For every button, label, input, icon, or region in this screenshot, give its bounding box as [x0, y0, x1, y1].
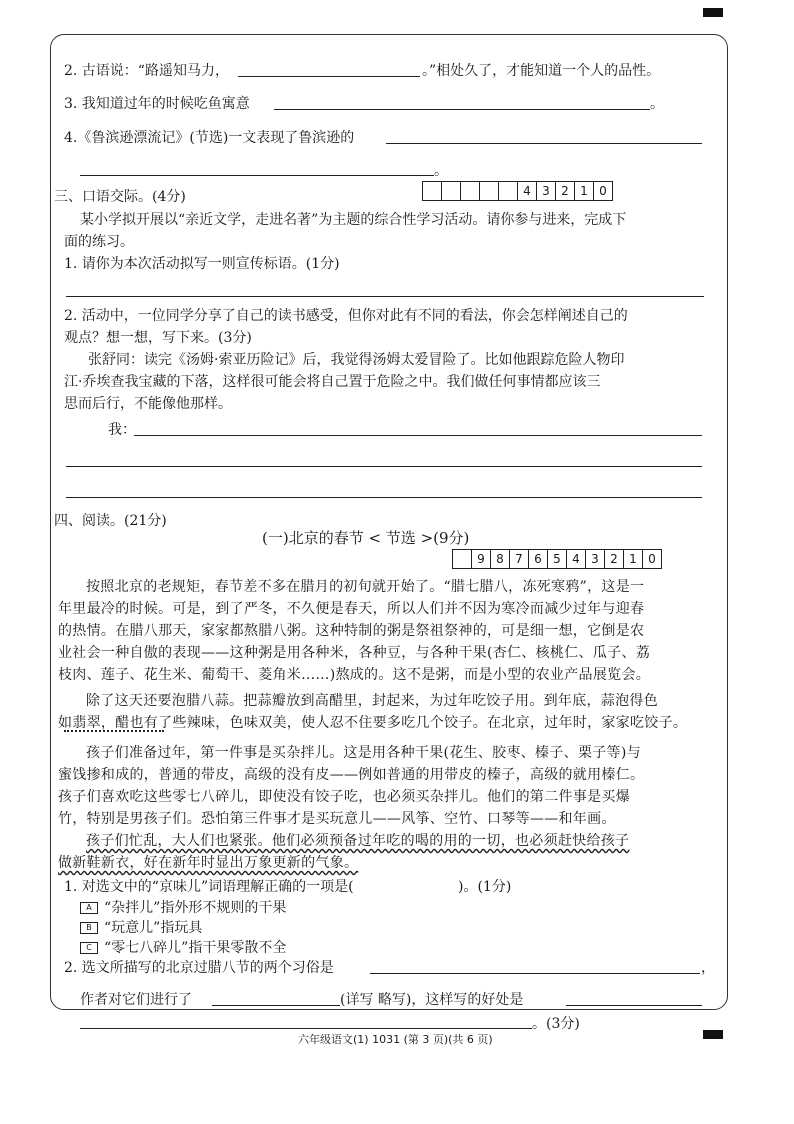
score-cell: 1	[575, 182, 594, 200]
section3-q1-answer-line[interactable]	[66, 296, 704, 297]
option-text: “杂拌儿”指外形不规则的干果	[104, 900, 287, 916]
score-cell: 2	[556, 182, 575, 200]
q3-answer-line[interactable]	[274, 109, 650, 110]
q2-answer-line[interactable]	[238, 76, 420, 77]
reading-q2-text: 2. 选文所描写的北京过腊八节的两个习俗是	[64, 960, 334, 976]
score-cell	[480, 182, 499, 200]
me-answer-line-2[interactable]	[66, 466, 702, 467]
reading-q2-answer-line-1[interactable]	[370, 973, 700, 974]
score-cell	[442, 182, 461, 200]
q3-text: 3. 我知道过年的时候吃鱼寓意	[64, 96, 250, 112]
reading-q2-answer-line-4[interactable]	[80, 1028, 532, 1029]
zhang-quote-1: 张舒同：读完《汤姆·索亚历险记》后，我觉得汤姆太爱冒险了。比如他跟踪危险人物印	[88, 352, 625, 368]
passage-p3-line: 孩子们准备过年，第一件事是买杂拌儿。这是用各种干果(花生、胶枣、榛子、栗子等)与	[86, 745, 641, 761]
reading-q2-comma: ，	[701, 960, 715, 976]
passage-p1-line: 业社会一种自傲的表现——这种粥是用各种米，各种豆，与各种干果(杏仁、核桃仁、瓜子、荔	[58, 645, 651, 661]
score-cell	[499, 182, 518, 200]
q2-text-a: 2. 古语说：“路遥知马力，	[64, 63, 229, 79]
option-text: “零七八碎儿”指干果零散不全	[104, 940, 287, 956]
reading-q2-answer-line-2[interactable]	[212, 1005, 340, 1006]
score-cell: 2	[605, 550, 624, 568]
section3-intro-2: 面的练习。	[64, 234, 134, 250]
registration-mark-bottom	[703, 1030, 723, 1039]
reading-q2-line2-b: (详写 略写)，这样写的好处是	[340, 992, 524, 1008]
zhang-quote-3: 思而后行，不能像他那样。	[64, 396, 232, 412]
q4-end: 。	[434, 163, 448, 179]
reading-q2-end: 。(3分)	[532, 1016, 580, 1032]
option-c[interactable]	[80, 937, 286, 957]
option-b[interactable]	[80, 917, 202, 937]
option-a[interactable]	[80, 897, 286, 917]
section3-q2-line1: 2. 活动中，一位同学分享了自己的读书感受，但你对此有不同的看法，你会怎样阐述自己的	[64, 308, 628, 324]
score-cell: 9	[472, 550, 491, 568]
option-key: A	[80, 902, 98, 914]
section4-title: 四、阅读。(21分)	[54, 513, 167, 529]
passage-p3-line: 竹，特别是男孩子们。恐怕第三件事才是买玩意儿——风筝、空竹、口琴等——和年画。	[58, 811, 616, 827]
dotted-emphasis	[64, 730, 164, 732]
passage-p4-line: 孩子们忙乱，大人们也紧张。他们必须预备过年吃的喝的用的一切，也必须赶快给孩子	[86, 833, 630, 849]
passage-p2-line: 如翡翠，醋也有了些辣味，色味双美，使人忍不住要多吃几个饺子。在北京，过年时，家家吃饺子。	[58, 715, 688, 731]
passage-p2-line: 除了这天还要泡腊八蒜。把蒜瓣放到高醋里，封起来，为过年吃饺子用。到年底，蒜泡得色	[86, 693, 658, 709]
section4-score-box	[452, 549, 662, 569]
me-answer-line-3[interactable]	[66, 497, 702, 498]
option-key: C	[80, 942, 98, 954]
q4-text: 4.《鲁滨逊漂流记》(节选)一文表现了鲁滨逊的	[64, 130, 355, 146]
passage-p1-line: 的热情。在腊八那天，家家都熬腊八粥。这种特制的粥是祭祖祭神的，可是细一想，它倒是农	[58, 623, 645, 639]
score-cell: 7	[510, 550, 529, 568]
q4-answer-line-2[interactable]	[80, 175, 434, 176]
zhang-quote-2: 江·乔埃查我宝藏的下落，这样很可能会将自己置于危险之中。我们做任何事情都应该三	[64, 374, 601, 390]
section3-score-box	[422, 181, 613, 201]
score-cell: 8	[491, 550, 510, 568]
score-cell	[461, 182, 480, 200]
score-cell: 6	[529, 550, 548, 568]
score-cell: 4	[518, 182, 537, 200]
score-cell	[453, 550, 472, 568]
section3-q2-line2: 观点？想一想，写下来。(3分)	[64, 330, 252, 346]
passage-p3-line: 孩子们喜欢吃这些零七八碎儿，即使没有饺子吃，也必须买杂拌儿。他们的第二件事是买爆	[58, 789, 630, 805]
option-key: B	[80, 922, 98, 934]
score-cell	[423, 182, 442, 200]
section3-q1: 1. 请你为本次活动拟写一则宣传标语。(1分)	[64, 256, 340, 272]
passage-p4-line: 做新鞋新衣，好在新年时显出万象更新的气象。	[58, 855, 359, 871]
passage-p1-line: 年里最冷的时候。可是，到了严冬，不久便是春天，所以人们并不因为寒冷而减少过年与迎春	[58, 601, 645, 617]
q3-end: 。	[650, 96, 664, 112]
section3-intro-1: 某小学拟开展以“亲近文学，走进名著”为主题的综合性学习活动。请你参与进来，完成下	[80, 212, 627, 228]
q2-text-b: 。”相处久了，才能知道一个人的品性。	[422, 63, 661, 79]
me-answer-line-1[interactable]	[134, 435, 702, 436]
reading-q2-line2-a: 作者对它们进行了	[80, 992, 192, 1008]
registration-mark-top	[703, 8, 723, 17]
passage-p1-line: 按照北京的老规矩，春节差不多在腊月的初旬就开始了。“腊七腊八，冻死寒鸦”，这是一	[86, 579, 645, 595]
score-cell: 1	[624, 550, 643, 568]
me-label: 我：	[108, 422, 136, 438]
q4-answer-line-1[interactable]	[386, 143, 702, 144]
reading-q1-text-a: 1. 对选文中的“京味儿”词语理解正确的一项是(	[64, 879, 354, 895]
section3-title: 三、口语交际。(4分)	[54, 189, 186, 205]
reading-subtitle: (一)北京的春节 < 节选 >(9分)	[262, 529, 470, 547]
option-text: “玩意儿”指玩具	[104, 920, 203, 936]
score-cell: 0	[648, 552, 656, 566]
passage-p3-line: 蜜饯掺和成的，普通的带皮，高级的没有皮——例如普通的用带皮的榛子，高级的就用榛仁。	[58, 767, 645, 783]
score-cell: 4	[567, 550, 586, 568]
reading-q2-answer-line-3[interactable]	[566, 1005, 702, 1006]
score-cell: 3	[586, 550, 605, 568]
score-cell: 0	[599, 184, 607, 198]
passage-p1-line: 枝肉、莲子、花生米、葡萄干、菱角米……)熬成的。这不是粥，而是小型的农业产品展览会。	[58, 667, 651, 683]
page-footer: 六年级语文(1) 1031 (第 3 页)(共 6 页)	[298, 1033, 493, 1046]
score-cell: 5	[548, 550, 567, 568]
score-cell: 3	[537, 182, 556, 200]
reading-q1-text-b: )。(1分)	[458, 879, 512, 895]
